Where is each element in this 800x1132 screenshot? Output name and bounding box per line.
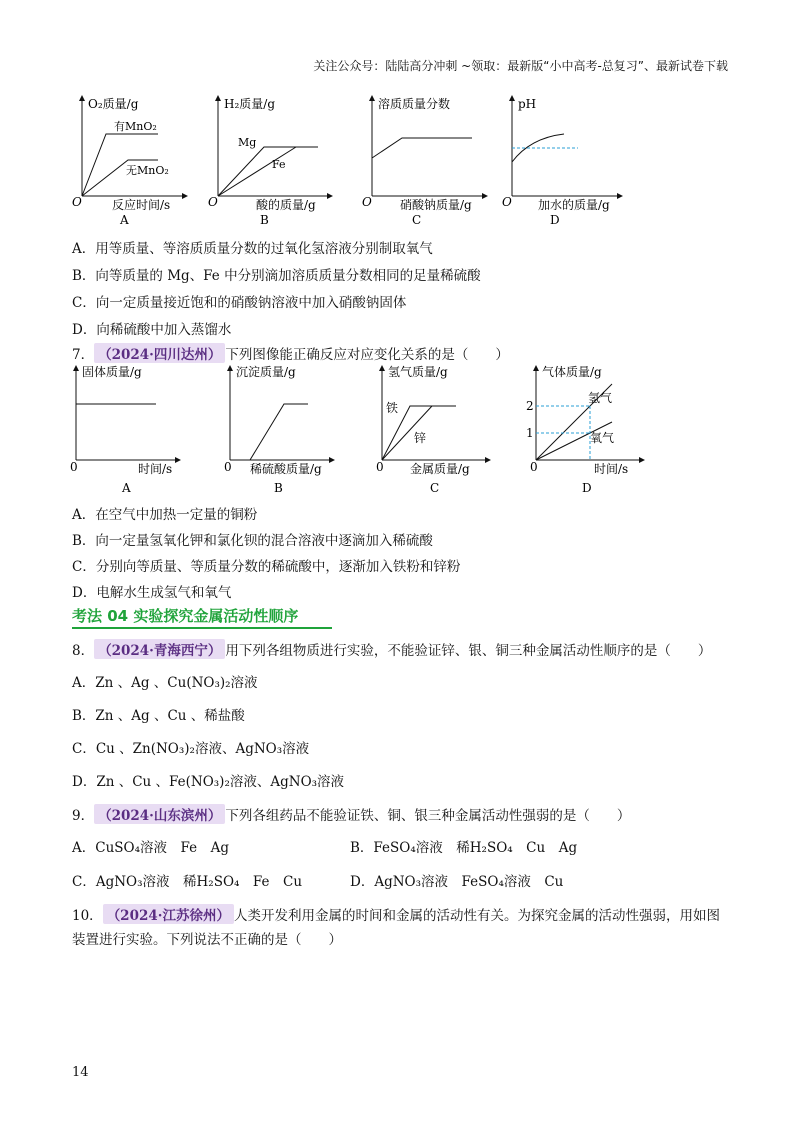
q7c-ylabel: 氢气质量/g	[388, 365, 448, 379]
q7-graph-d	[526, 364, 642, 495]
q6-option-d: D．向稀硫酸中加入蒸馏水	[72, 322, 232, 338]
q6d-letter: D	[550, 213, 560, 227]
page-number: 14	[72, 1065, 89, 1080]
q8-stem	[72, 639, 711, 659]
q9-source-tag: （2024·山东滨州）	[94, 804, 225, 824]
q6-graphs	[60, 92, 740, 232]
q7-stem	[72, 343, 509, 363]
q6b-curve1-label: Mg	[238, 136, 257, 149]
q6c-letter: C	[412, 213, 422, 227]
q9-text: 下列各组药品不能验证铁、铜、银三种金属活动性强弱的是（ ）	[225, 808, 631, 824]
q6a-letter: A	[120, 213, 129, 227]
q6d-xlabel: 加水的质量/g	[538, 198, 610, 212]
q7d-curve1-label: 氢气	[588, 391, 613, 405]
q6b-origin: O	[208, 195, 218, 209]
q6-option-a: A．用等质量、等溶质质量分数的过氧化氢溶液分别制取氧气	[72, 241, 433, 257]
q6-option-b: B．向等质量的 Mg、Fe 中分别滴加溶质质量分数相同的足量稀硫酸	[72, 268, 481, 284]
q10-stem	[72, 904, 720, 924]
q7c-origin: 0	[376, 460, 384, 474]
q6d-origin: O	[502, 195, 512, 209]
q7-graph-b	[224, 364, 332, 495]
q6d-ylabel: pH	[518, 97, 537, 111]
q7d-ylabel: 气体质量/g	[542, 365, 602, 379]
q7-source-tag: （2024·四川达州）	[94, 343, 225, 363]
q9-option-b: B．FeSO₄溶液 稀H₂SO₄ Cu Ag	[350, 840, 578, 856]
q6c-origin: O	[362, 195, 372, 209]
q7d-xlabel: 时间/s	[594, 462, 629, 476]
section-title: 考法 04 实验探究金属活动性顺序	[72, 607, 299, 625]
q7d-letter: D	[582, 481, 592, 495]
q7a-ylabel: 固体质量/g	[82, 365, 142, 379]
q7-option-a: A．在空气中加热一定量的铜粉	[72, 507, 258, 523]
q7d-tick-1: 1	[526, 426, 534, 440]
q7a-letter: A	[122, 481, 131, 495]
q6c-xlabel: 硝酸钠质量/g	[400, 198, 472, 212]
page-header: 关注公众号：陆陆高分冲刺 ~领取：最新版“小中高考-总复习”、最新试卷下载	[313, 59, 728, 73]
q6b-curve2-label: Fe	[272, 158, 286, 171]
q6b-letter: B	[260, 213, 269, 227]
q7c-letter: C	[430, 481, 440, 495]
q10-number: 10．	[72, 908, 103, 924]
q7c-xlabel: 金属质量/g	[410, 462, 470, 476]
q7d-curve2-label: 氧气	[590, 431, 615, 445]
q6-graph-a	[72, 96, 185, 227]
q7d-tick-2: 2	[526, 399, 534, 413]
q6a-curve1-label: 有MnO₂	[114, 120, 157, 133]
q7c-curve1-label: 铁	[386, 401, 399, 415]
q6-graph-d	[502, 97, 620, 227]
q6b-xlabel: 酸的质量/g	[256, 198, 316, 212]
q10-source-tag: （2024·江苏徐州）	[103, 904, 234, 924]
q7-number: 7．	[72, 347, 95, 363]
q6a-origin: O	[72, 195, 82, 209]
q6b-ylabel: H₂质量/g	[224, 97, 276, 111]
q8-number: 8．	[72, 643, 95, 659]
q8-option-a: A．Zn 、Ag 、Cu(NO₃)₂溶液	[72, 675, 258, 691]
q8-text: 用下列各组物质进行实验，不能验证锌、银、铜三种金属活动性顺序的是（ ）	[225, 643, 712, 659]
q7c-curve2-label: 锌	[414, 431, 427, 445]
q6-option-c: C．向一定质量接近饱和的硝酸钠溶液中加入硝酸钠固体	[72, 295, 407, 311]
q7-option-c: C．分别向等质量、等质量分数的稀硫酸中，逐渐加入铁粉和锌粉	[72, 559, 461, 575]
q9-option-a: A．CuSO₄溶液 Fe Ag	[72, 840, 230, 856]
section-underline	[72, 627, 332, 629]
q7b-xlabel: 稀硫酸质量/g	[250, 462, 322, 476]
q7b-letter: B	[274, 481, 283, 495]
q9-stem	[72, 804, 630, 824]
q7d-origin: 0	[530, 460, 538, 474]
q7-graph-c	[376, 364, 488, 495]
q7a-origin: 0	[70, 460, 78, 474]
q7b-origin: 0	[224, 460, 232, 474]
q6-graph-b	[208, 96, 330, 227]
q7-graph-a	[70, 364, 178, 495]
q7-text: 下列图像能正确反应对应变化关系的是（ ）	[225, 347, 509, 363]
q8-option-d: D．Zn 、Cu 、Fe(NO₃)₂溶液、AgNO₃溶液	[72, 774, 345, 790]
q7a-xlabel: 时间/s	[138, 462, 173, 476]
q6c-ylabel: 溶质质量分数	[378, 97, 451, 111]
q6-graph-c	[362, 96, 485, 227]
q8-option-c: C．Cu 、Zn(NO₃)₂溶液、AgNO₃溶液	[72, 741, 310, 757]
q10-text-line1: 人类开发利用金属的时间和金属的活动性有关。为探究金属的活动性强弱，用如图	[233, 908, 720, 924]
q7-option-b: B．向一定量氢氧化钾和氯化钡的混合溶液中逐滴加入稀硫酸	[72, 533, 433, 549]
q9-option-c: C．AgNO₃溶液 稀H₂SO₄ Fe Cu	[72, 874, 303, 890]
q10-text-line2: 装置进行实验。下列说法不正确的是（ ）	[72, 932, 342, 948]
q9-number: 9．	[72, 808, 95, 824]
q6a-xlabel: 反应时间/s	[112, 198, 171, 212]
q9-option-d: D．AgNO₃溶液 FeSO₄溶液 Cu	[350, 874, 564, 890]
q7-option-d: D．电解水生成氢气和氧气	[72, 585, 232, 601]
q8-option-b: B．Zn 、Ag 、Cu 、稀盐酸	[72, 708, 245, 724]
q6a-ylabel: O₂质量/g	[88, 97, 139, 111]
q8-source-tag: （2024·青海西宁）	[94, 639, 225, 659]
q7b-ylabel: 沉淀质量/g	[236, 365, 296, 379]
q6a-curve2-label: 无MnO₂	[126, 164, 169, 177]
q7-graphs	[60, 362, 660, 500]
